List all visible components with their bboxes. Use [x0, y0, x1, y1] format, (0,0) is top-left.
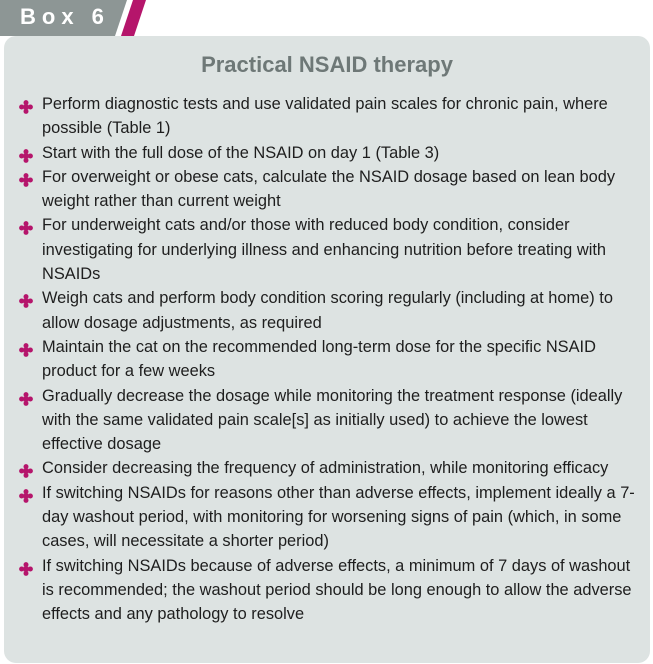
list-item-text: For overweight or obese cats, calculate the NSAID dosage based on lean body weight rather than current weight [42, 167, 616, 211]
list-item-text: Perform diagnostic tests and use validated pain scales for chronic pain, where possible (Table 1) [42, 95, 608, 138]
list-item-text: If switching NSAIDs because of adverse effects, a minimum of 7 days of washout is recommended; the washout period should be long enough to allow the adverse effects and any pathology to resolve [42, 556, 632, 624]
bullet-icon [19, 389, 33, 403]
list-item-text: Gradually decrease the dosage while monitoring the treatment response (ideally with the same validated pain scale[s] as initially used) to achieve the lowest effective dosage [42, 386, 623, 454]
list-item [18, 92, 638, 141]
bullet-icon [19, 146, 33, 160]
bullet-icon [19, 170, 33, 184]
bullet-icon [19, 291, 33, 305]
list-item [18, 554, 638, 627]
list-item [18, 456, 638, 480]
practical-nsaid-therapy-box [4, 36, 650, 663]
list-item [18, 384, 638, 457]
list-item-text: If switching NSAIDs for reasons other than adverse effects, implement ideally a 7-day washout period, with monitoring for worsening signs of pain (which, in some cases, will necessitate a shorter period) [42, 483, 635, 551]
list-item-text: Start with the full dose of the NSAID on day 1 (Table 3) [42, 143, 440, 162]
list-item [18, 335, 638, 384]
box-label-tab [0, 0, 150, 36]
bullet-icon [19, 486, 33, 500]
list-item [18, 481, 638, 554]
bullet-icon [19, 340, 33, 354]
list-item-text: For underweight cats and/or those with reduced body condition, consider investigating for underlying illness and enhancing nutrition before treating with NSAIDs [42, 216, 607, 284]
list-item [18, 165, 638, 214]
bullet-icon [19, 461, 33, 475]
bullet-icon [19, 218, 33, 232]
list-item-text: Weigh cats and perform body condition scoring regularly (including at home) to allow dosage adjustments, as required [42, 289, 613, 332]
list-item [18, 141, 638, 165]
list-item-text: Consider decreasing the frequency of administration, while monitoring efficacy [42, 459, 609, 478]
box-title: Practical NSAID therapy [201, 52, 453, 77]
bullet-icon [19, 559, 33, 573]
bullet-icon [19, 97, 33, 111]
list-item [18, 213, 638, 286]
recommendation-list [18, 92, 638, 627]
box-label: Box 6 [20, 4, 110, 29]
list-item [18, 286, 638, 335]
list-item-text: Maintain the cat on the recommended long-term dose for the specific NSAID product for a few weeks [42, 337, 596, 381]
